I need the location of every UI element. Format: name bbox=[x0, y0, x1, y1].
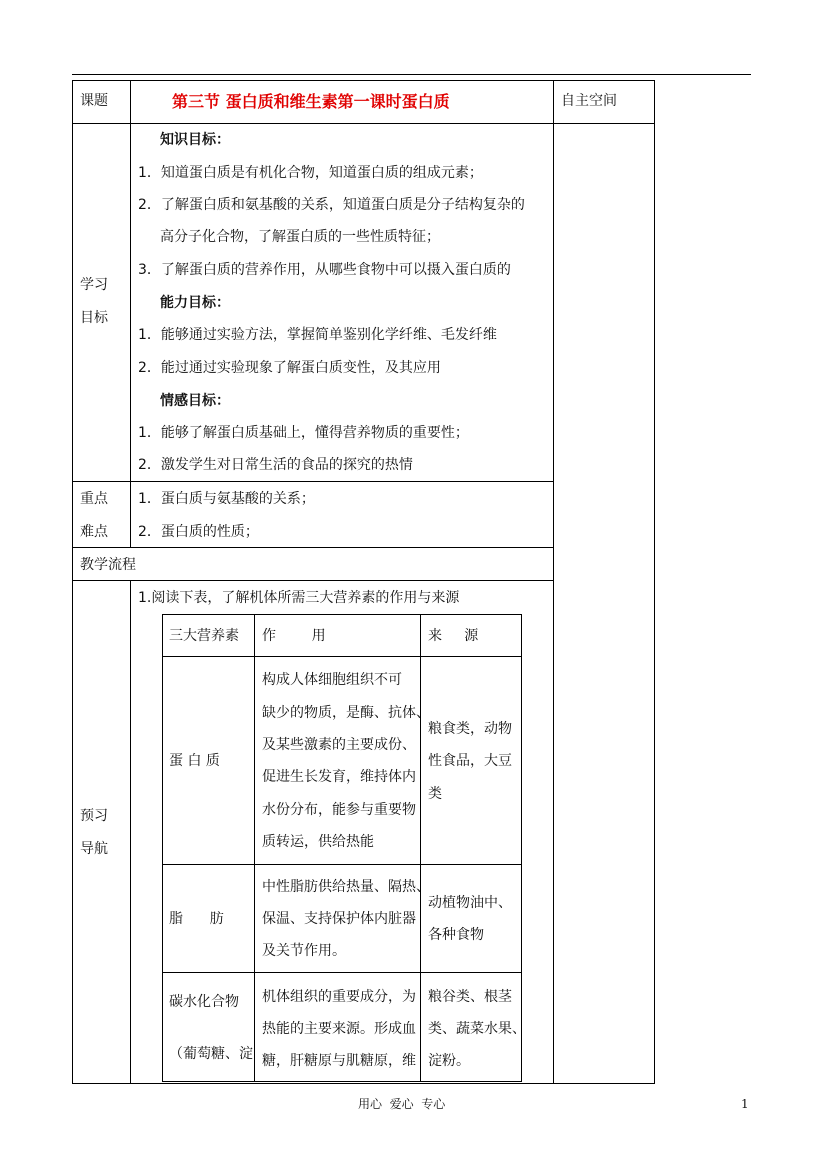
nutrient-table-header: 三大营养素 bbox=[169, 628, 239, 644]
nutrient-source-line: 粮谷类、根茎 bbox=[428, 989, 512, 1005]
table-border-bottom bbox=[72, 1083, 655, 1084]
emotion-goal-item: 1．能够了解蛋白质基础上，懂得营养物质的重要性； bbox=[138, 425, 469, 441]
knowledge-goal-item: 2．了解蛋白质和氨基酸的关系，知道蛋白质是分子结构复杂的 bbox=[138, 197, 525, 213]
nutrient-function-line: 及关节作用。 bbox=[262, 943, 346, 959]
nutrient-source-line: 淀粉。 bbox=[428, 1053, 470, 1069]
key-point-item: 2．蛋白质的性质； bbox=[138, 524, 259, 540]
nutrient-table-header: 作 用 bbox=[262, 628, 326, 644]
nutrient-source-line: 动植物油中、 bbox=[428, 895, 512, 911]
table-border-top bbox=[72, 80, 655, 81]
preview-row-label: 预习 bbox=[80, 808, 108, 824]
nutrient-function-line: 热能的主要来源。形成血 bbox=[262, 1021, 416, 1037]
nutrient-function-line: 缺少的物质，是酶、抗体、 bbox=[262, 705, 430, 721]
preview-row-label: 导航 bbox=[80, 841, 108, 857]
nutrient-source-line: 粮食类，动物 bbox=[428, 721, 512, 737]
teaching-flow-label: 教学流程 bbox=[80, 557, 136, 573]
nutrient-function-line: 水份分布，能参与重要物 bbox=[262, 802, 416, 818]
nutrient-name: （葡萄糖、淀 bbox=[169, 1046, 253, 1062]
nutrient-table-border-right bbox=[521, 614, 522, 1082]
goals-row-label: 目标 bbox=[80, 310, 108, 326]
nutrient-function-line: 及某些激素的主要成份、 bbox=[262, 737, 416, 753]
table-row-line bbox=[72, 547, 553, 548]
key-points-row-label: 难点 bbox=[80, 524, 108, 540]
emotion-goals-title: 情感目标： bbox=[160, 393, 230, 409]
nutrient-table-col-line bbox=[420, 614, 421, 1082]
page-number: 1 bbox=[741, 1097, 749, 1111]
key-point-item: 1．蛋白质与氨基酸的关系； bbox=[138, 491, 315, 507]
table-border-left bbox=[72, 80, 73, 1084]
course-label: 课题 bbox=[80, 93, 108, 109]
knowledge-goal-item: 3．了解蛋白质的营养作用，从哪些食物中可以摄入蛋白质的 bbox=[138, 262, 511, 278]
ability-goals-title: 能力目标： bbox=[160, 295, 230, 311]
key-points-row-label: 重点 bbox=[80, 491, 108, 507]
nutrient-function-line: 保温、支持保护体内脏器 bbox=[262, 911, 416, 927]
side-column-label: 自主空间 bbox=[561, 93, 617, 109]
nutrient-table-row-line bbox=[162, 864, 522, 865]
page-top-rule bbox=[72, 74, 751, 75]
knowledge-goals-title: 知识目标： bbox=[160, 132, 230, 148]
nutrient-table-border-left bbox=[162, 614, 163, 1082]
table-border-right bbox=[654, 80, 655, 1084]
footer-motto: 用心 爱心 专心 bbox=[358, 1097, 446, 1111]
nutrient-name: 碳水化合物 bbox=[169, 994, 239, 1010]
nutrient-function-line: 中性脂肪供给热量、隔热、 bbox=[262, 879, 430, 895]
nutrient-function-line: 构成人体细胞组织不可 bbox=[262, 672, 402, 688]
table-col-line bbox=[130, 80, 131, 548]
table-col-line bbox=[130, 580, 131, 1084]
ability-goal-item: 1．能够通过实验方法，掌握简单鉴别化学纤维、毛发纤维 bbox=[138, 327, 497, 343]
preview-intro: 1.阅读下表，了解机体所需三大营养素的作用与来源 bbox=[138, 590, 460, 606]
nutrient-function-line: 糖，肝糖原与肌糖原，维 bbox=[262, 1053, 416, 1069]
nutrient-source-line: 类 bbox=[428, 786, 442, 802]
nutrient-table-header: 来 源 bbox=[428, 628, 479, 644]
emotion-goal-item: 2．激发学生对日常生活的食品的探究的热情 bbox=[138, 457, 413, 473]
nutrient-name: 脂 肪 bbox=[169, 911, 224, 927]
nutrient-table-col-line bbox=[254, 614, 255, 1082]
nutrient-table-border-bottom bbox=[162, 1081, 522, 1082]
page-title: 第三节 蛋白质和维生素第一课时蛋白质 bbox=[172, 92, 450, 111]
table-row-line bbox=[72, 580, 553, 581]
nutrient-table-border-top bbox=[162, 614, 522, 615]
nutrient-table-row-line bbox=[162, 656, 522, 657]
knowledge-goal-item: 高分子化合物，了解蛋白质的一些性质特征； bbox=[160, 229, 440, 245]
nutrient-function-line: 促进生长发育，维持体内 bbox=[262, 769, 416, 785]
table-row-line bbox=[72, 123, 655, 124]
nutrient-function-line: 机体组织的重要成分，为 bbox=[262, 989, 416, 1005]
nutrient-source-line: 各种食物 bbox=[428, 927, 484, 943]
nutrient-name: 蛋 白 质 bbox=[169, 753, 220, 769]
nutrient-function-line: 质转运，供给热能 bbox=[262, 834, 374, 850]
nutrient-table-row-line bbox=[162, 972, 522, 973]
ability-goal-item: 2．能过通过实验现象了解蛋白质变性，及其应用 bbox=[138, 360, 441, 376]
nutrient-source-line: 类、蔬菜水果、 bbox=[428, 1021, 526, 1037]
table-col-line bbox=[553, 80, 554, 1084]
table-row-line bbox=[72, 481, 553, 482]
knowledge-goal-item: 1．知道蛋白质是有机化合物，知道蛋白质的组成元素； bbox=[138, 165, 483, 181]
nutrient-source-line: 性食品，大豆 bbox=[428, 753, 512, 769]
goals-row-label: 学习 bbox=[80, 277, 108, 293]
